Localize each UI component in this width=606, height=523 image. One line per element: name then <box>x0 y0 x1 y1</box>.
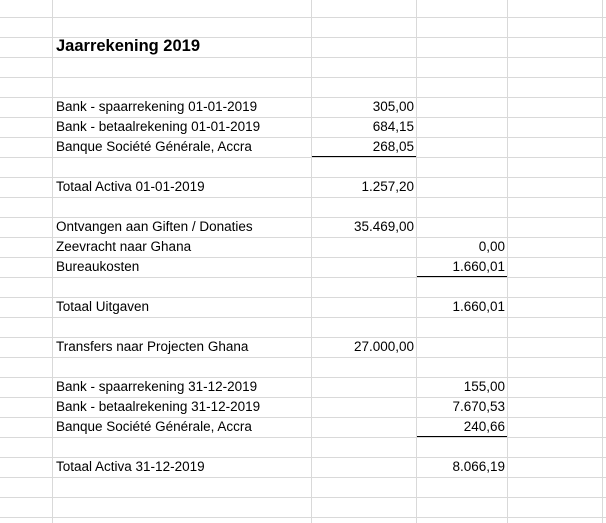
grid-line <box>0 57 606 58</box>
subtotal-underline <box>417 436 507 437</box>
grid-line <box>0 317 606 318</box>
row-label[interactable]: Totaal Activa 31-12-2019 <box>56 459 205 474</box>
row-value[interactable]: 8.066,19 <box>452 459 505 474</box>
row-value[interactable]: 268,05 <box>372 139 414 154</box>
grid-line <box>0 157 606 158</box>
row-label[interactable]: Bank - betaalrekening 31-12-2019 <box>56 399 261 414</box>
grid-line <box>0 17 606 18</box>
grid-line <box>52 0 53 523</box>
row-label[interactable]: Bank - spaarrekening 01-01-2019 <box>56 99 258 114</box>
subtotal-underline <box>417 276 507 277</box>
row-value[interactable]: 1.660,01 <box>452 259 505 274</box>
grid-line <box>602 0 603 523</box>
grid-line <box>0 357 606 358</box>
row-label[interactable]: Banque Société Générale, Accra <box>56 419 252 434</box>
row-label[interactable]: Totaal Uitgaven <box>56 299 150 314</box>
row-value[interactable]: 1.257,20 <box>361 179 414 194</box>
row-value[interactable]: 155,00 <box>463 379 505 394</box>
row-label[interactable]: Banque Société Générale, Accra <box>56 139 252 154</box>
grid-line <box>507 0 508 523</box>
row-value[interactable]: 27.000,00 <box>353 339 414 354</box>
row-value[interactable]: 35.469,00 <box>353 219 414 234</box>
grid-line <box>0 77 606 78</box>
grid-line <box>0 197 606 198</box>
row-value[interactable]: 305,00 <box>372 99 414 114</box>
row-value[interactable]: 240,66 <box>463 419 505 434</box>
grid-line <box>416 0 417 523</box>
row-label[interactable]: Ontvangen aan Giften / Donaties <box>56 219 253 234</box>
row-value[interactable]: 0,00 <box>478 239 505 254</box>
grid-line <box>311 0 312 523</box>
row-label[interactable]: Bureaukosten <box>56 259 140 274</box>
row-label[interactable]: Transfers naar Projecten Ghana <box>56 339 249 354</box>
subtotal-underline <box>312 156 416 157</box>
row-value[interactable]: 684,15 <box>372 119 414 134</box>
row-label[interactable]: Bank - spaarrekening 31-12-2019 <box>56 379 258 394</box>
grid-line <box>0 437 606 438</box>
grid-line <box>0 277 606 278</box>
row-value[interactable]: 1.660,01 <box>452 299 505 314</box>
row-value[interactable]: 7.670,53 <box>452 399 505 414</box>
grid-line <box>0 477 606 478</box>
row-label[interactable]: Zeevracht naar Ghana <box>56 239 192 254</box>
grid-line <box>0 497 606 498</box>
grid-line <box>0 517 606 518</box>
sheet-title[interactable]: Jaarrekening 2019 <box>56 37 201 55</box>
row-label[interactable]: Totaal Activa 01-01-2019 <box>56 179 205 194</box>
row-label[interactable]: Bank - betaalrekening 01-01-2019 <box>56 119 261 134</box>
